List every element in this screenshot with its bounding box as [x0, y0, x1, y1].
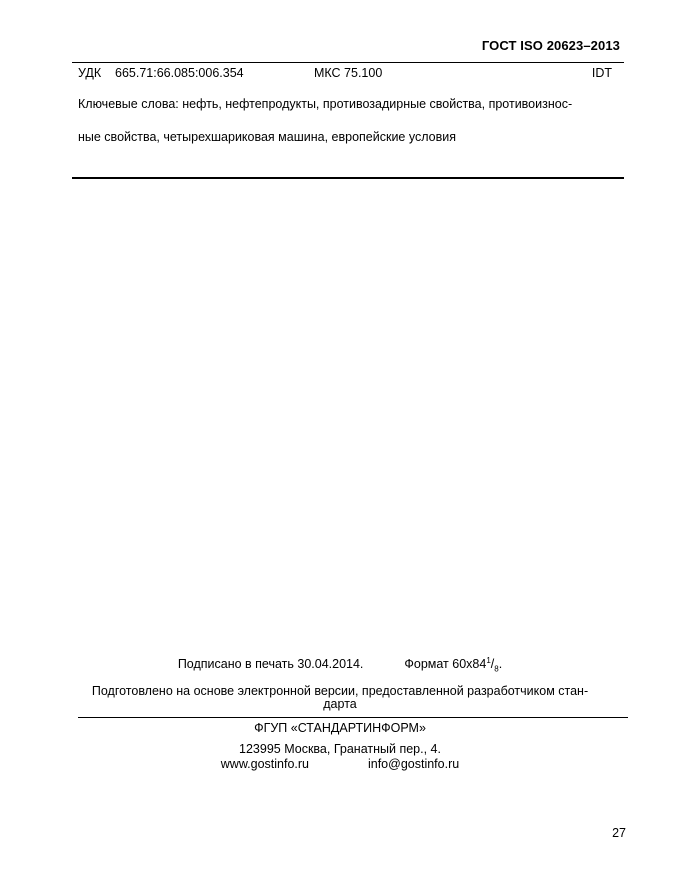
udk-code: УДК 665.71:66.085:006.354: [78, 66, 244, 80]
email-link[interactable]: info@gostinfo.ru: [367, 757, 460, 771]
imprint-divider: [78, 717, 628, 718]
keywords-line-1: Ключевые слова: нефть, нефтепродукты, противозадирные свойства, противоизнос-: [78, 97, 573, 111]
publisher-name: ФГУП «СТАНДАРТИНФОРМ»: [254, 721, 426, 735]
print-format-prefix: Формат 60х84: [404, 657, 487, 672]
prepared-note-line-2: дарта: [323, 697, 357, 711]
standard-code: ГОСТ ISO 20623–2013: [481, 38, 620, 53]
publisher-contacts: [0, 757, 680, 771]
idt-label: IDT: [591, 66, 612, 80]
publisher-address: 123995 Москва, Гранатный пер., 4.: [239, 742, 441, 756]
print-format-denominator: 8: [494, 664, 499, 674]
page-number: 27: [612, 826, 626, 840]
print-format-suffix: .: [498, 657, 503, 672]
keywords-divider: [72, 177, 624, 179]
header-divider: [72, 62, 624, 63]
print-format: Формат $60х84^1/_8$.: [404, 656, 503, 674]
signed-date: Подписано в печать 30.04.2014.: [177, 657, 364, 672]
print-format-numerator: 1: [486, 656, 491, 665]
website-link[interactable]: www.gostinfo.ru: [220, 757, 310, 771]
mks-code: МКС 75.100: [314, 66, 383, 80]
keywords-line-2: ные свойства, четырехшариковая машина, европейские условия: [78, 130, 456, 144]
signed-format-line: [0, 656, 680, 674]
prepared-note-line-1: Подготовлено на основе электронной версии, предоставленной разработчиком стан-: [91, 684, 589, 698]
